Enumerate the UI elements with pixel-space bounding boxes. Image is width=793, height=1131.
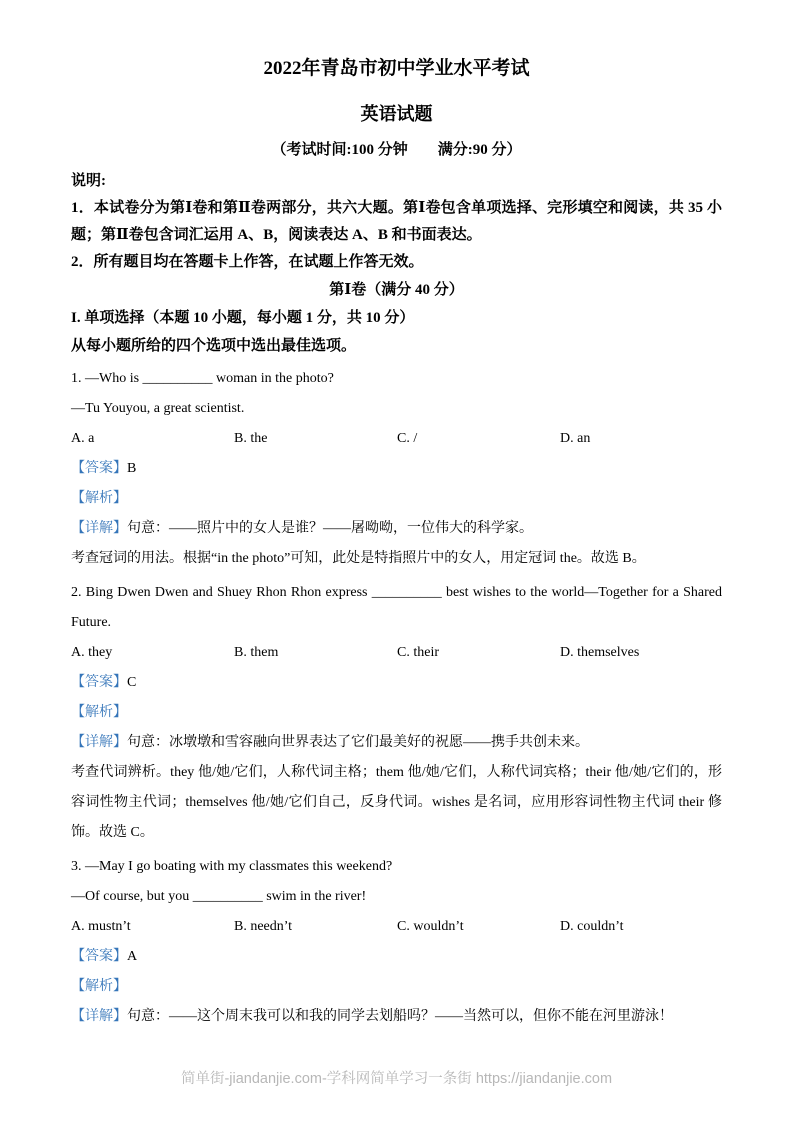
analysis-label: 【解析】 — [71, 491, 127, 506]
analysis-label: 【解析】 — [71, 979, 127, 994]
exam-meta: （考试时间:100 分钟 满分:90 分） — [271, 142, 522, 158]
detail-text: 句意：——这个周末我可以和我的同学去划船吗？——当然可以，但你不能在河里游泳！ — [127, 1009, 673, 1024]
question-stem: 3. —May I go boating with my classmates this weekend? — [71, 859, 393, 874]
section1-instruction: 从每小题所给的四个选项中选出最佳选项。 — [71, 338, 357, 354]
option-d: D. couldn’t — [560, 919, 624, 934]
note-item-1: 1．本试卷分为第Ⅰ卷和第Ⅱ卷两部分，共六大题。第Ⅰ卷包含单项选择、完形填空和阅读，共 35 小题；第Ⅱ卷包含词汇运用 A、B，阅读表达 A、B 和书面表达。 — [71, 200, 722, 243]
answer-value: B — [127, 461, 137, 476]
explain-text: 考查代词辨析。they 他/她/它们，人称代词主格；them 他/她/它们，人称代词宾格；their 他/她/它们的，形容词性物主代词；themselves 他/她/它们自己，反身代词。wishes 是名词，应用形容词性物主代词 their 修饰。故选 C。 — [71, 765, 722, 840]
answer-line — [71, 454, 722, 484]
answer-value: C — [127, 675, 137, 690]
explain-text: 考查冠词的用法。根据“in the photo”可知，此处是特指照片中的女人，用定冠词 the。故选 B。 — [71, 551, 646, 566]
detail-text: 句意：冰墩墩和雪容融向世界表达了它们最美好的祝愿——携手共创未来。 — [127, 735, 589, 750]
question-3 — [71, 852, 722, 1032]
answer-value: A — [127, 949, 138, 964]
option-b: B. them — [234, 645, 279, 660]
option-c: C. wouldn’t — [397, 919, 464, 934]
section1-heading: I. 单项选择（本题 10 小题，每小题 1 分，共 10 分） — [71, 310, 415, 326]
option-a: A. a — [71, 431, 95, 446]
question-1 — [71, 364, 722, 574]
answer-line — [71, 668, 722, 698]
option-d: D. themselves — [560, 645, 640, 660]
option-a: A. they — [71, 645, 113, 660]
notes-label: 说明: — [71, 173, 106, 189]
option-a: A. mustn’t — [71, 919, 131, 934]
answer-label: 【答案】 — [71, 949, 127, 964]
analysis-label: 【解析】 — [71, 705, 127, 720]
question-2 — [71, 578, 722, 848]
question-stem-reply: —Tu Youyou, a great scientist. — [71, 401, 245, 416]
part1-heading: 第Ⅰ卷（满分 40 分） — [329, 282, 464, 298]
exam-notes — [71, 168, 722, 276]
exam-subject: 英语试题 — [360, 104, 433, 124]
options-row — [71, 912, 722, 942]
options-row — [71, 424, 722, 454]
question-stem: 1. —Who is __________ woman in the photo? — [71, 371, 334, 386]
option-c: C. / — [397, 431, 418, 446]
footer-watermark: 简单街-jiandanjie.com-学科网简单学习一条街 https://jiandanjie.com — [180, 1071, 613, 1087]
option-d: D. an — [560, 431, 591, 446]
answer-label: 【答案】 — [71, 461, 127, 476]
detail-label: 【详解】 — [71, 1009, 127, 1024]
question-stem: 2. Bing Dwen Dwen and Shuey Rhon Rhon express __________ best wishes to the world—Together for a Shared Future. — [71, 585, 722, 630]
option-b: B. the — [234, 431, 268, 446]
detail-text: 句意：——照片中的女人是谁？——屠呦呦，一位伟大的科学家。 — [127, 521, 533, 536]
detail-line — [71, 1002, 722, 1032]
question-stem-reply: —Of course, but you __________ swim in the river! — [71, 889, 367, 904]
answer-line — [71, 942, 722, 972]
detail-label: 【详解】 — [71, 735, 127, 750]
note-item-2: 2．所有题目均在答题卡上作答，在试题上作答无效。 — [71, 254, 424, 270]
option-b: B. needn’t — [234, 919, 293, 934]
option-c: C. their — [397, 645, 439, 660]
detail-label: 【详解】 — [71, 521, 127, 536]
answer-label: 【答案】 — [71, 675, 127, 690]
detail-line — [71, 728, 722, 758]
options-row — [71, 638, 722, 668]
detail-line — [71, 514, 722, 544]
exam-title: 2022年青岛市初中学业水平考试 — [263, 58, 530, 79]
